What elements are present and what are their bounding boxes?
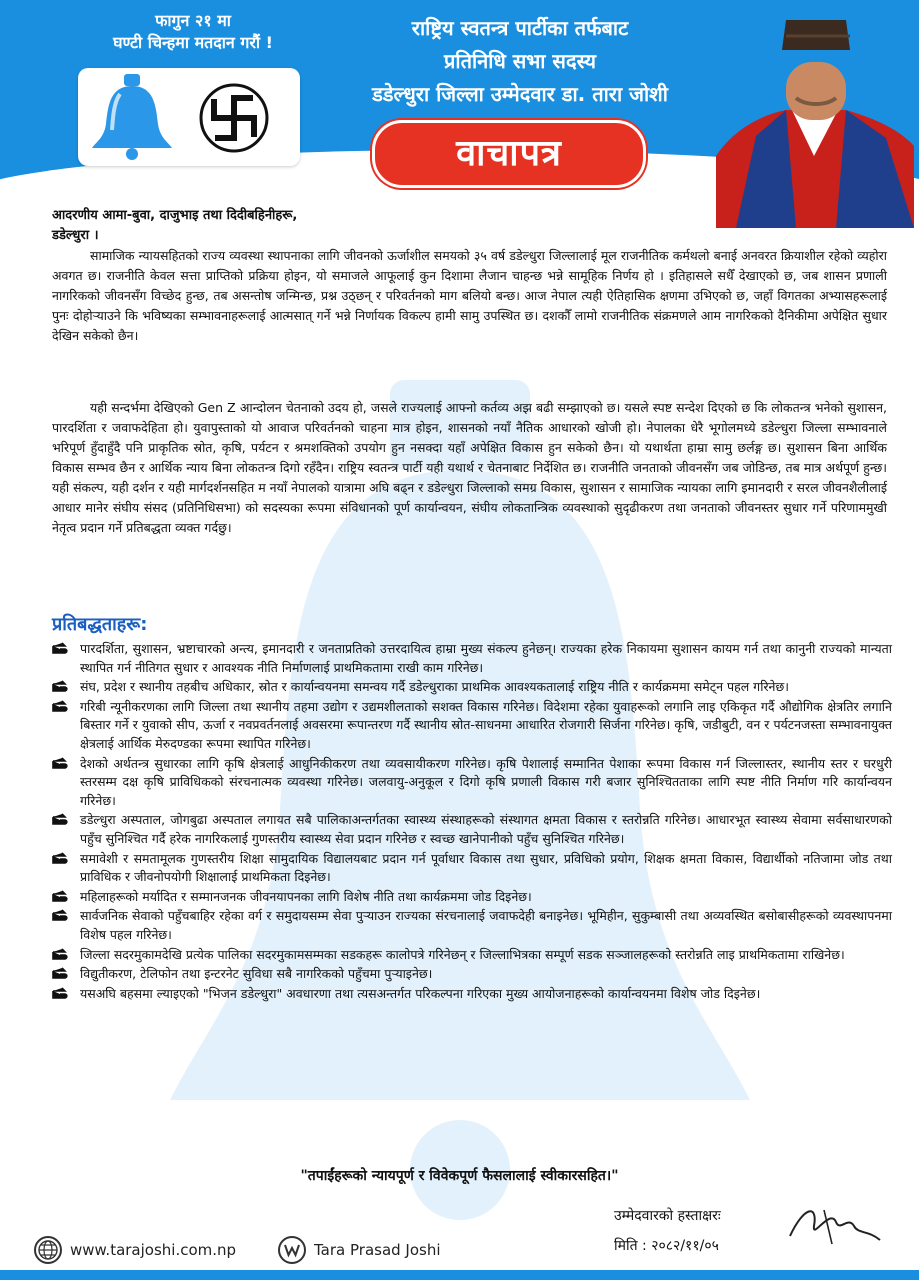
election-symbol-box [78,68,300,166]
vote-instruction: घण्टी चिन्हमा मतदान गरौं ! [113,33,273,52]
commitment-item: गरिबी न्यूनीकरणका लागि जिल्ला तथा स्थानीय तहमा उद्योग र उद्यमशीलताको सशक्त विकास गरिनेछ। विदेशमा रहेका युवाहरूको लगानि लाइ एकिकृत गर्दै औद्योगिक क्षेत्रतिर लगानि बिस्तार गर्ने र युवाको सीप, ऊर्जा र नवप्रवर्तनलाई अवसरमा रूपान्तरण गर्दै स्थानीय स्रोत-साधनमा आधारित रोजगारी सिर्जना गरिनेछ। कृषि, जडीबुटी, वन र पर्यटनजस्ता सम्भावनायुक्त क्षेत्रलाई आर्थिक मेरुदण्डका रूपमा स्थापित गरिनेछ। [52,698,892,754]
pointing-hand-icon [52,680,72,692]
salutation [52,206,297,246]
pointing-hand-icon [52,987,72,999]
context-paragraph: यही सन्दर्भमा देखिएको Gen Z आन्दोलन चेतनाको उदय हो, जसले राज्यलाई आफ्नो कर्तव्य अझ बढी सम्झाएको छ। यसले स्पष्ट सन्देश दिएको छ कि लोकतन्त्र भनेको सुशासन, पारदर्शिता र जवाफदेहिता हो। युवापुस्ताको यो आवाज परिवर्तनको चाहना मात्र होइन, शासनको नयाँ नैतिक आधारको खोजी हो। नेपालका धेरै भूगोलमध्ये डडेल्धुरा जिल्ला सम्भावनाले भरिपूर्ण हुँदाहुँदै पनि प्राकृतिक स्रोत, कृषि, पर्यटन र श्रमशक्तिको उपयोग हुन नसक्दा यहाँ अपेक्षित विकास हुन सकेको छैन। यो यथार्थता हाम्रा सामु छर्लङ्ग छ। सुशासन बिना आर्थिक विकास सम्भव छैन र आर्थिक न्याय बिना लोकतन्त्र दिगो रहँदैन। राष्ट्रिय स्वतन्त्र पार्टी यही यथार्थ र चेतनाबाट निर्देशित छ। राजनीति जनताको जीवनसँग जब जोडिन्छ, तब मात्र अर्थपूर्ण हुन्छ। यही संकल्प, यही दर्शन र यही मार्गदर्शनसहित म नयाँ नेपालको यात्रामा अघि बढ्न र डडेल्धुरा जिल्लाको समग्र विकास, सुशासन र सामाजिक न्यायका लागि इमानदारी र सरल जीवनशैलीलाई आधार मानेर संघीय संसद (प्रतिनिधिसभा) को सदस्यका रूपमा संविधानको पूर्ण कार्यान्वयन, संघीय लोकतान्त्रिक व्यवस्थाको सुदृढीकरण तथा जनताको जीवनस्तर सुधार गर्ने परिणाममुखी नेतृत्व प्रदान गर्ने प्रतिबद्धता व्यक्त गर्दछु। [52,400,887,535]
commitment-item: जिल्ला सदरमुकामदेखि प्रत्येक पालिका सदरमुकामसम्मका सडकहरू कालोपत्रे गरिनेछन् र जिल्लाभित्रका सम्पूर्ण सडक सञ्जालहरूको स्तरोन्नति लाइ प्राथमिकतामा राखिनेछ। [52,946,892,965]
office-line: प्रतिनिधि सभा सदस्य [444,49,596,73]
commitment-item: महिलाहरूको मर्यादित र सम्मानजनक जीवनयापनका लागि विशेष नीति तथा कार्यक्रममा जोड दिइनेछ। [52,888,892,907]
salutation-place: डडेल्धुरा । [52,228,99,243]
pointing-hand-icon [52,700,72,712]
footer-website[interactable] [34,1236,236,1264]
commitment-item: देशको अर्थतन्त्र सुधारका लागि कृषि क्षेत्रलाई आधुनिकीकरण तथा व्यवसायीकरण गरिनेछ। कृषि पेशालाई सम्मानित पेशाका रूपमा विकास गर्न जिल्लास्तर, स्थानीय स्तर र घरधुरी स्तरसम्म दक्ष कृषि प्राविधिकको संरचनात्मक व्यवस्था गरिनेछ। जलवायु-अनुकूल र दिगो कृषि प्रणाली विकास गरी बजार सुनिश्चितताका लागि स्पष्ट नीति निर्माण गरि कार्यान्वयन गरिनेछ। [52,755,892,811]
pointing-hand-icon [52,642,72,654]
footer-candidate-name [278,1236,441,1264]
candidate-photo [716,6,914,228]
commitment-item: समावेशी र समतामूलक गुणस्तरीय शिक्षा सामुदायिक विद्यालयबाट प्रदान गर्न पूर्वाधार विकास तथा सुधार, प्रविधिको प्रयोग, शिक्षक क्षमता विकास, विद्यार्थीको नतिजामा जोड तथा प्राविधिक र जीवनोपयोगी शिक्षालाई प्राथमिकता दिइनेछ। [52,850,892,887]
signature-date: मिति : २०८२/११/०५ [614,1238,719,1254]
pointing-hand-icon [52,813,72,825]
pointing-hand-icon [52,852,72,864]
commitments-list [52,640,892,1004]
commitment-item: संघ, प्रदेश र स्थानीय तहबीच अधिकार, स्रोत र कार्यान्वयनमा समन्वय गर्दै डडेल्धुराका प्राथमिक आवश्यकतालाई राष्ट्रिय नीति र कार्यक्रममा समेट्न पहल गरिनेछ। [52,678,892,697]
salutation-greeting: आदरणीय आमा-बुवा, दाजुभाइ तथा दिदीबहिनीहरू, [52,208,298,223]
commitment-item: यसअघि बहसमा ल्याइएको "भिजन डडेल्धुरा" अवधारणा तथा त्यसअन्तर्गत परिकल्पना गरिएका मुख्य आयोजनाहरूको कार्यान्वयनमा विशेष जोड दिइनेछ। [52,985,892,1004]
candidate-line: डडेल्धुरा जिल्ला उम्मेदवार डा. तारा जोशी [372,82,668,106]
commitment-item: विद्युतीकरण, टेलिफोन तथा इन्टरनेट सुविधा सबै नागरिकको पहुँचमा पुऱ्याइनेछ। [52,965,892,984]
swastika-icon [198,82,270,154]
closing-quote: "तपाईंहरूको न्यायपूर्ण र विवेकपूर्ण फैसलालाई स्वीकारसहित।" [300,1168,619,1184]
pointing-hand-icon [52,757,72,769]
footer-band [0,1270,919,1280]
pointing-hand-icon [52,967,72,979]
manifesto-banner: वाचापत्र [372,120,646,188]
header-title [320,12,720,111]
handwritten-signature [784,1196,884,1252]
globe-icon [34,1236,62,1264]
pointing-hand-icon [52,948,72,960]
pointing-hand-icon [52,909,72,921]
party-line: राष्ट्रिय स्वतन्त्र पार्टीका तर्फबाट [411,16,629,40]
candidate-name-text: Tara Prasad Joshi [314,1241,441,1259]
vote-callout [78,10,308,54]
commitment-item: पारदर्शिता, सुशासन, भ्रष्टाचारको अन्त्य, इमानदारी र जनताप्रतिको उत्तरदायित्व हाम्रा मुख्य संकल्प हुनेछन्। राज्यका हरेक निकायमा सुशासन कायम गर्न तथा कानुनी राज्यको मान्यता स्थापित गर्न नीतिगत सुधार र आवश्यक नीति निर्माणलाई प्राथमिकतामा राखी काम गरिनेछ। [52,640,892,677]
pointing-hand-icon [52,890,72,902]
intro-paragraph: सामाजिक न्यायसहितको राज्य व्यवस्था स्थापनाका लागि जीवनको ऊर्जाशील समयको ३५ वर्ष डडेल्धुरा जिल्लालाई मूल राजनीतिक कर्मथलो बनाई अनवरत क्रियाशील रहेको व्यहोरा अवगत छ। राजनीति केवल सत्ता प्राप्तिको प्रक्रिया होइन, यो समाजले आफूलाई कुन दिशामा लैजान चाहन्छ भन्ने सामूहिक निर्णय हो । इतिहासले सधैँ देखाएको छ, जब शासन प्रणाली नागरिकको जीवनसँग विच्छेद हुन्छ, तब असन्तोष जन्मिन्छ, प्रश्न उठ्छन् र परिवर्तनको माग बलियो बन्छ। आज नेपाल त्यही ऐतिहासिक क्षणमा उभिएको छ, जहाँ विगतका अभ्यासहरूलाई पुनः दोहोऱ्याउने कि भविष्यका सम्भावनाहरूलाई आत्मसात् गर्ने भन्ने निर्णायक विकल्प हामी सामु उपस्थित छ। दशकौँ लामो राजनीतिक संक्रमणले आम नागरिकको दैनिकीमा अपेक्षित सुधार देखिन सकेको छैन। [52,248,887,343]
bell-icon [86,72,178,162]
commitment-item: सार्वजनिक सेवाको पहुँचबाहिर रहेका वर्ग र समुदायसम्म सेवा पुऱ्याउन राज्यका संरचनालाई जवाफदेही बनाइनेछ। भूमिहीन, सुकुम्बासी तथा अव्यवस्थित बसोबासीहरूको व्यवस्थापनमा विशेष पहल गरिनेछ। [52,907,892,944]
website-text[interactable]: www.tarajoshi.com.np [70,1241,237,1259]
signature-label: उम्मेदवारको हस्ताक्षरः [614,1208,721,1224]
vote-date: फागुन २१ मा [155,11,231,30]
w-logo-icon [278,1236,306,1264]
commitments-heading: प्रतिबद्धताहरू: [52,614,148,635]
commitment-item: डडेल्धुरा अस्पताल, जोगबुढा अस्पताल लगायत सबै पालिकाअन्तर्गतका स्वास्थ्य संस्थाहरूको संस्थागत क्षमता विकास र स्तरोन्नति गरिनेछ। आधारभूत स्वास्थ्य सेवामा सर्वसाधारणको पहुँच सुनिश्चित गर्दै हरेक नागरिकलाई गुणस्तरीय स्वास्थ्य सेवा प्रदान गरिनेछ र स्वच्छ खानेपानीको पहुँच सुनिश्चित गरिनेछ। [52,811,892,848]
